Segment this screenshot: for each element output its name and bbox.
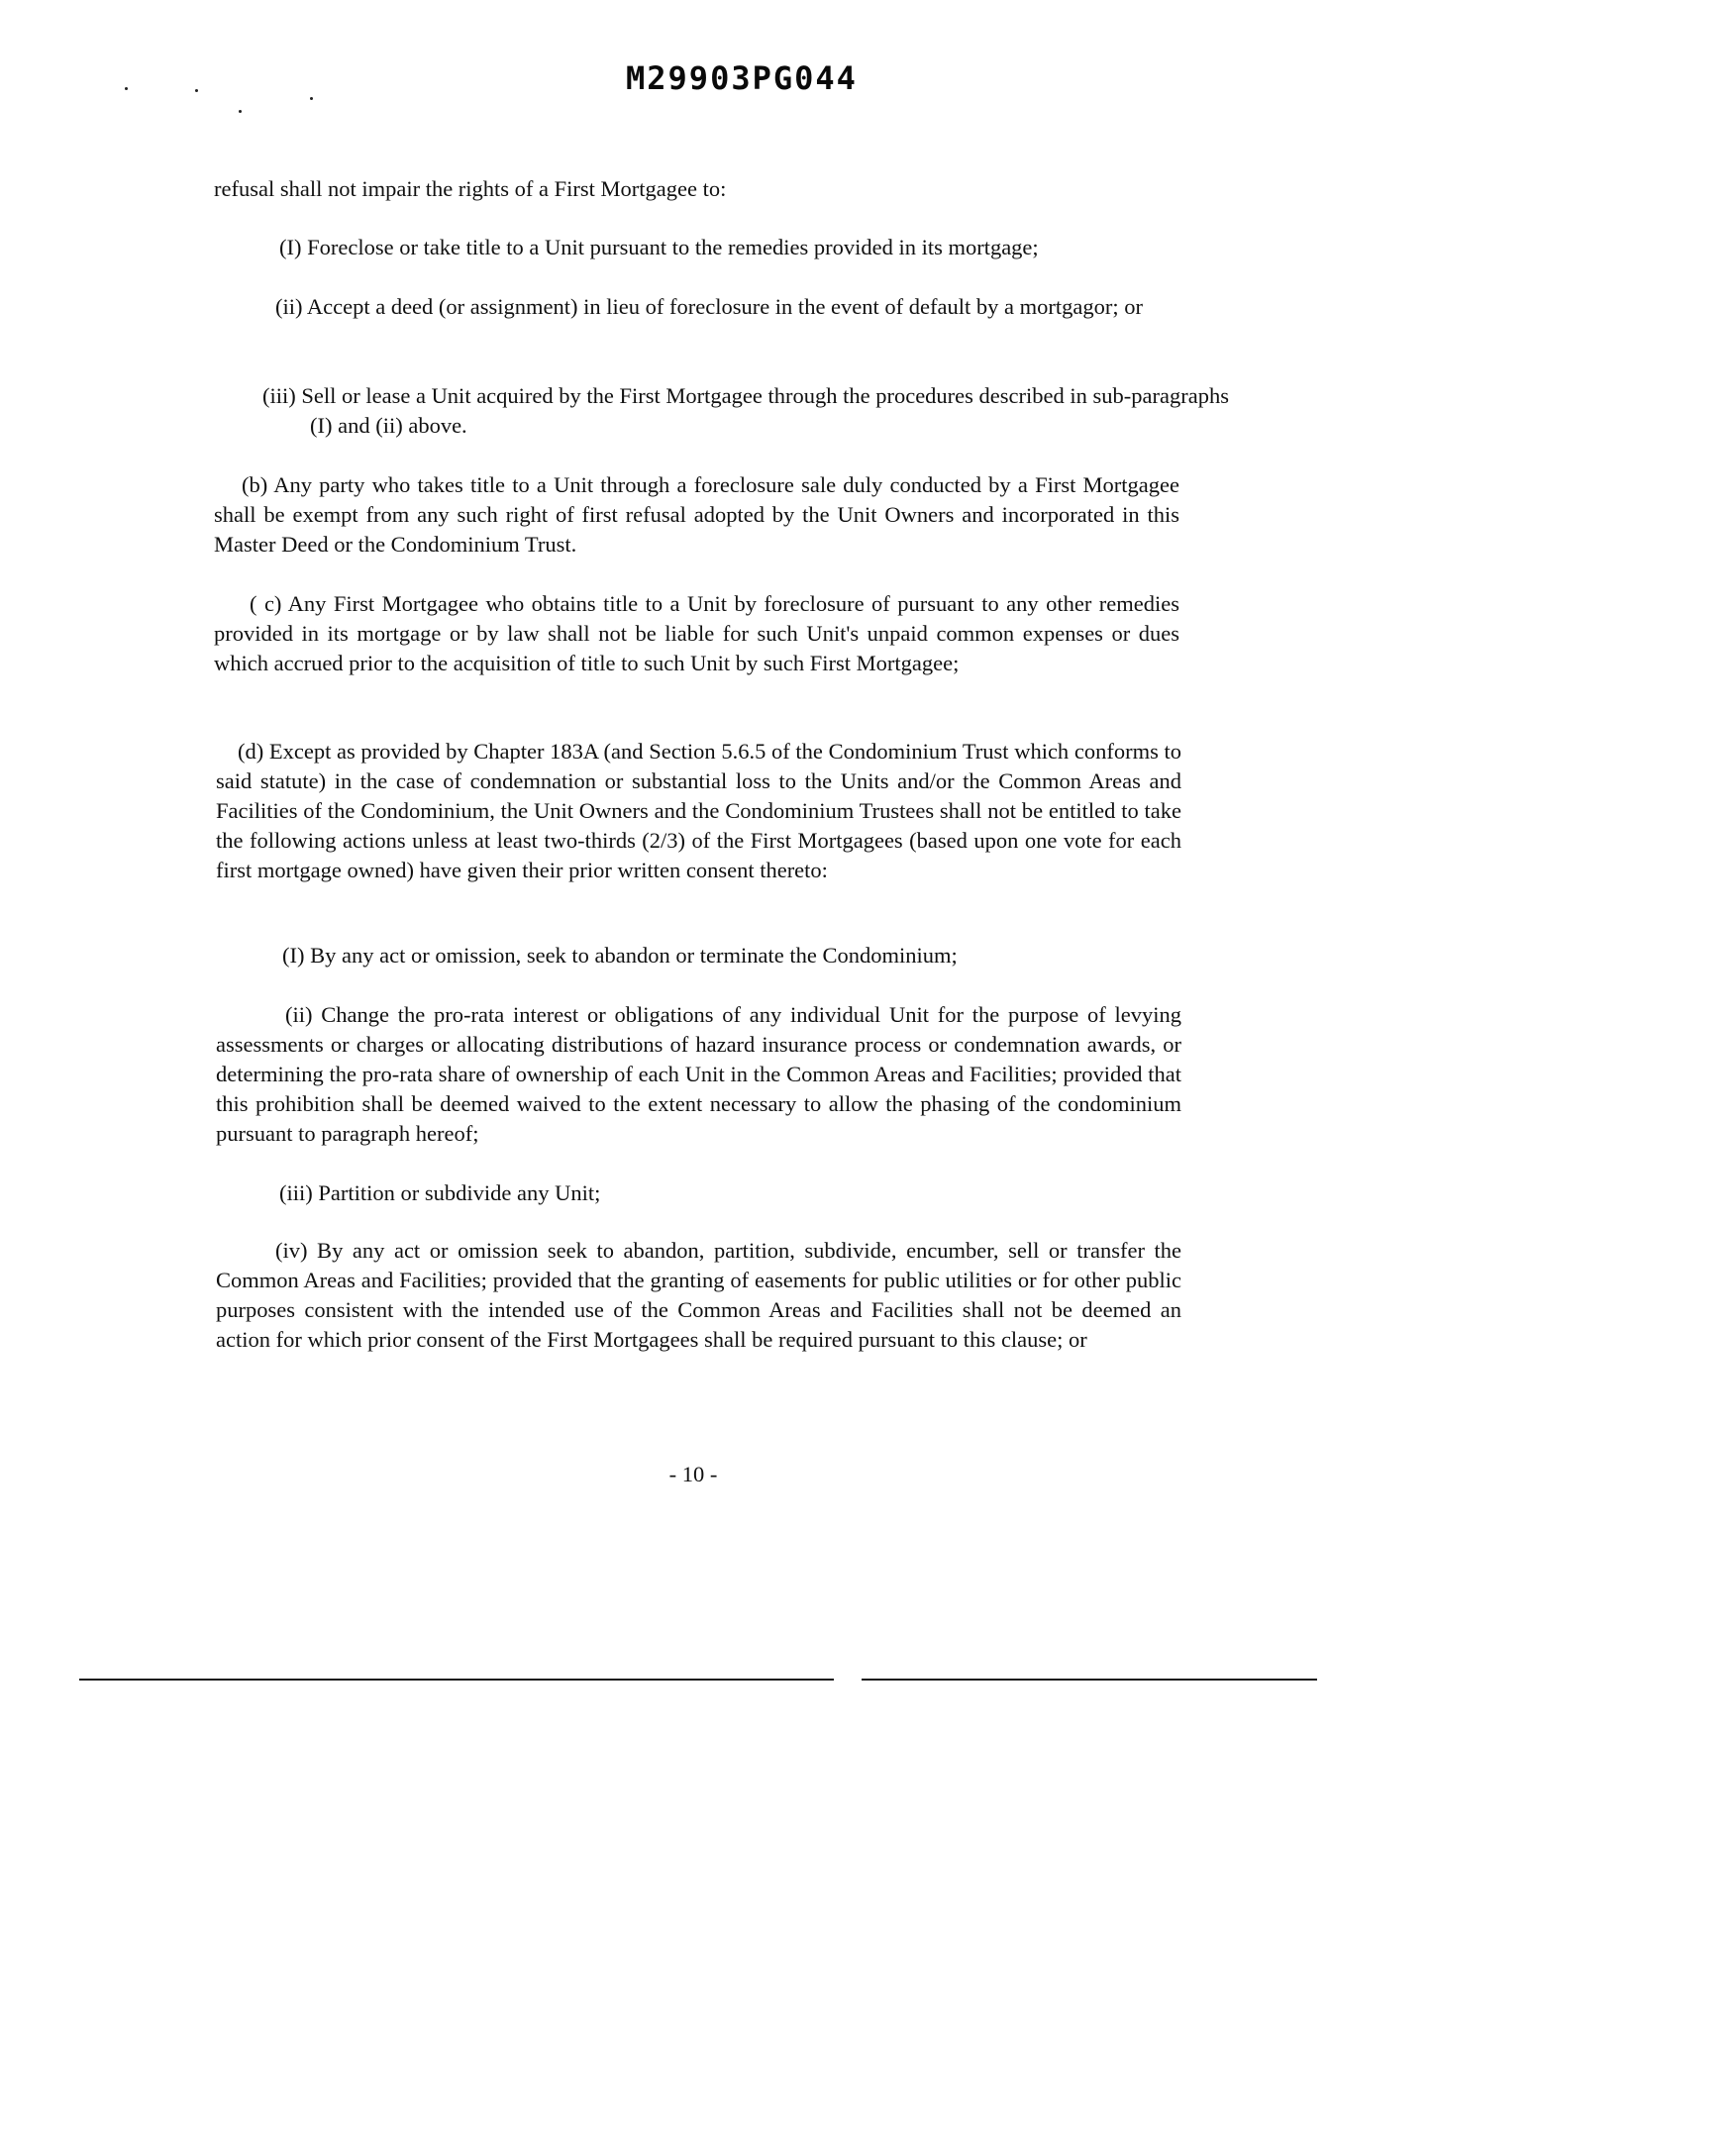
clause-a-iii: (iii) Sell or lease a Unit acquired by the First Mortgagee through the procedures described in sub-paragraphs (I) and (ii) above. [262, 383, 1229, 438]
clause-d: (d) Except as provided by Chapter 183A (and Section 5.6.5 of the Condominium Trust which conforms to said statute) in the case of condemnation or substantial loss to the Units and/or the Common Areas and Facilities of the Condominium, the Unit Owners and the Condominium Trustees shall not be entitled to take the following actions unless at least two-thirds (2/3) of the First Mortgagees (based upon one vote for each first mortgage owned) have given their prior written consent thereto: [216, 739, 1181, 882]
clause-d-iv: (iv) By any act or omission seek to abandon, partition, subdivide, encumber, sell or transfer the Common Areas and Facilities; provided that the granting of easements for public utilities or for other public purposes consistent with the intended use of the Common Areas and Facilities shall not be deemed an action for which prior consent of the First Mortgagees shall be required pursuant to this clause; or [216, 1238, 1181, 1352]
clause-b: (b) Any party who takes title to a Unit through a foreclosure sale duly conducted by a First Mortgagee shall be exempt from any such right of first refusal adopted by the Unit Owners and incorporated in this Master Deed or the Condominium Trust. [214, 472, 1179, 557]
scan-speck [239, 110, 242, 113]
footer-divider [79, 1679, 1317, 1681]
page-number: - 10 - [668, 1462, 718, 1486]
intro-paragraph: refusal shall not impair the rights of a First Mortgagee to: [214, 176, 727, 201]
clause-d-i: (I) By any act or omission, seek to abandon or terminate the Condominium; [282, 943, 958, 968]
scan-speck [310, 97, 313, 100]
clause-a-ii: (ii) Accept a deed (or assignment) in lieu of foreclosure in the event of default by a mortgagor; or [275, 294, 1143, 319]
divider-gap [834, 1677, 862, 1682]
clause-d-iii: (iii) Partition or subdivide any Unit; [279, 1180, 601, 1205]
clause-a-i: (I) Foreclose or take title to a Unit pursuant to the remedies provided in its mortgage; [279, 235, 1039, 259]
scan-speck [195, 89, 198, 92]
clause-d-ii: (ii) Change the pro-rata interest or obligations of any individual Unit for the purpose of levying assessments or charges or allocating distributions of hazard insurance process or condemnation awards, or determining the pro-rata share of ownership of each Unit in the Common Areas and Facilities; provided that this prohibition shall be deemed waived to the extent necessary to allow the phasing of the condominium pursuant to paragraph hereof; [216, 1002, 1181, 1146]
scan-speck [125, 87, 128, 90]
clause-c: ( c) Any First Mortgagee who obtains title to a Unit by foreclosure of pursuant to any other remedies provided in its mortgage or by law shall not be liable for such Unit's unpaid common expenses or dues which accrued prior to the acquisition of title to such Unit by such First Mortgagee; [214, 591, 1179, 675]
recording-stamp: M29903PG044 [626, 59, 858, 97]
